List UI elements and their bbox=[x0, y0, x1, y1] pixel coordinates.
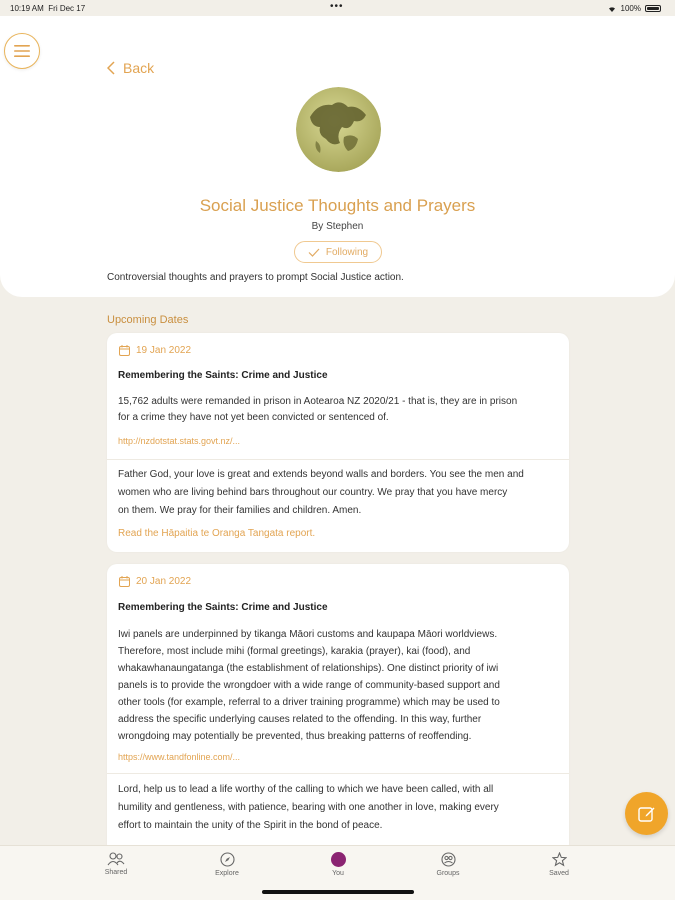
avatar bbox=[331, 852, 346, 867]
tab-label: Saved bbox=[549, 870, 569, 877]
group-image bbox=[296, 87, 381, 172]
body-line: whakawhanaungatanga (the establishment of relationships). One distinct priority of iwi bbox=[118, 663, 499, 674]
source-link[interactable]: http://nzdotstat.stats.govt.nz/... bbox=[118, 436, 241, 446]
tab-label: Explore bbox=[215, 870, 239, 877]
body-line: Therefore, most include mihi (formal greetings), karakia (prayer), kai (food), and bbox=[118, 646, 471, 657]
hamburger-icon bbox=[14, 45, 30, 57]
body-line: 15,762 adults were remanded in prison in Aotearoa NZ 2020/21 - that is, they are in prison bbox=[118, 396, 518, 407]
prayer-line: effort to maintain the unity of the Spirit in the bond of peace. bbox=[118, 820, 383, 831]
divider bbox=[107, 773, 569, 774]
group-title: Social Justice Thoughts and Prayers bbox=[199, 196, 476, 215]
date-card[interactable] bbox=[107, 564, 569, 854]
body-line: for a crime they have not yet been convicted or sentenced of. bbox=[118, 412, 389, 423]
status-bar bbox=[0, 0, 675, 16]
entry-body bbox=[118, 626, 563, 745]
calendar-icon bbox=[119, 576, 130, 587]
tab-shared[interactable] bbox=[86, 852, 146, 876]
entry-title: Remembering the Saints: Crime and Justice bbox=[118, 370, 328, 381]
prayer-text bbox=[118, 466, 563, 520]
card-date-text: 20 Jan 2022 bbox=[136, 576, 192, 587]
compose-button[interactable] bbox=[625, 792, 668, 835]
groups-icon bbox=[441, 852, 456, 867]
home-indicator[interactable] bbox=[262, 890, 414, 894]
back-button[interactable] bbox=[107, 60, 154, 76]
menu-button[interactable] bbox=[4, 33, 40, 69]
tab-label: You bbox=[332, 870, 344, 877]
prayer-line: Father God, your love is great and extends beyond walls and borders. You see the men and bbox=[118, 469, 524, 480]
tab-label: Shared bbox=[104, 869, 128, 876]
multitask-dots[interactable]: ••• bbox=[330, 1, 344, 12]
card-date-text: 19 Jan 2022 bbox=[136, 345, 192, 356]
group-description: Controversial thoughts and prayers to prompt Social Justice action. bbox=[107, 272, 404, 283]
star-icon bbox=[552, 852, 567, 867]
status-time: 10:19 AM Fri Dec 17 bbox=[10, 4, 86, 13]
compass-icon bbox=[220, 852, 235, 867]
date-card[interactable] bbox=[107, 333, 569, 552]
body-line: wrongdoing may potentially be prevented, thus breaking patterns of reoffending. bbox=[118, 731, 472, 742]
check-icon bbox=[308, 248, 320, 257]
battery-percent: 100% bbox=[620, 4, 641, 13]
battery-icon bbox=[645, 5, 661, 12]
report-link[interactable]: Read the Hāpaitia te Oranga Tangata report. bbox=[118, 528, 316, 539]
prayer-line: on them. We pray for their families and children. Amen. bbox=[118, 505, 362, 516]
group-header bbox=[0, 16, 675, 297]
upcoming-dates-heading: Upcoming Dates bbox=[107, 314, 189, 326]
following-label: Following bbox=[325, 246, 369, 258]
people-icon bbox=[107, 852, 125, 866]
tab-saved[interactable] bbox=[529, 852, 589, 877]
tab-explore[interactable] bbox=[197, 852, 257, 877]
status-indicators bbox=[607, 4, 661, 13]
divider bbox=[107, 459, 569, 460]
card-date bbox=[119, 576, 191, 587]
prayer-line: Lord, help us to lead a life worthy of the calling to which we have been called, with all bbox=[118, 784, 494, 795]
tab-label: Groups bbox=[436, 870, 460, 877]
tab-you[interactable] bbox=[308, 852, 368, 877]
prayer-line: women who are living behind bars throughout our country. We pray that you have mercy bbox=[118, 487, 508, 498]
body-line: other tools (for example, referral to a driver training programme) which may be used to bbox=[118, 697, 500, 708]
card-date bbox=[119, 345, 191, 356]
prayer-text bbox=[118, 781, 563, 835]
edit-icon bbox=[638, 805, 656, 823]
body-line: Iwi panels are underpinned by tikanga Māori customs and kaupapa Māori worldviews. bbox=[118, 629, 498, 640]
source-link[interactable]: https://www.tandfonline.com/... bbox=[118, 752, 241, 762]
calendar-icon bbox=[119, 345, 130, 356]
prayer-line: humility and gentleness, with patience, bearing with one another in love, making every bbox=[118, 802, 499, 813]
chevron-left-icon bbox=[107, 61, 115, 75]
wifi-icon bbox=[607, 5, 617, 12]
entry-title: Remembering the Saints: Crime and Justice bbox=[118, 602, 328, 613]
entry-body bbox=[118, 394, 563, 426]
globe-icon bbox=[296, 87, 381, 172]
tab-groups[interactable] bbox=[418, 852, 478, 877]
following-button[interactable] bbox=[294, 241, 382, 263]
back-label: Back bbox=[123, 60, 155, 76]
group-author: By Stephen bbox=[311, 221, 364, 232]
body-line: address the specific underlying causes related to the offending. In this way, further bbox=[118, 714, 482, 725]
body-line: panels is to provide the wrongdoer with a wide range of community-based support and bbox=[118, 680, 500, 691]
